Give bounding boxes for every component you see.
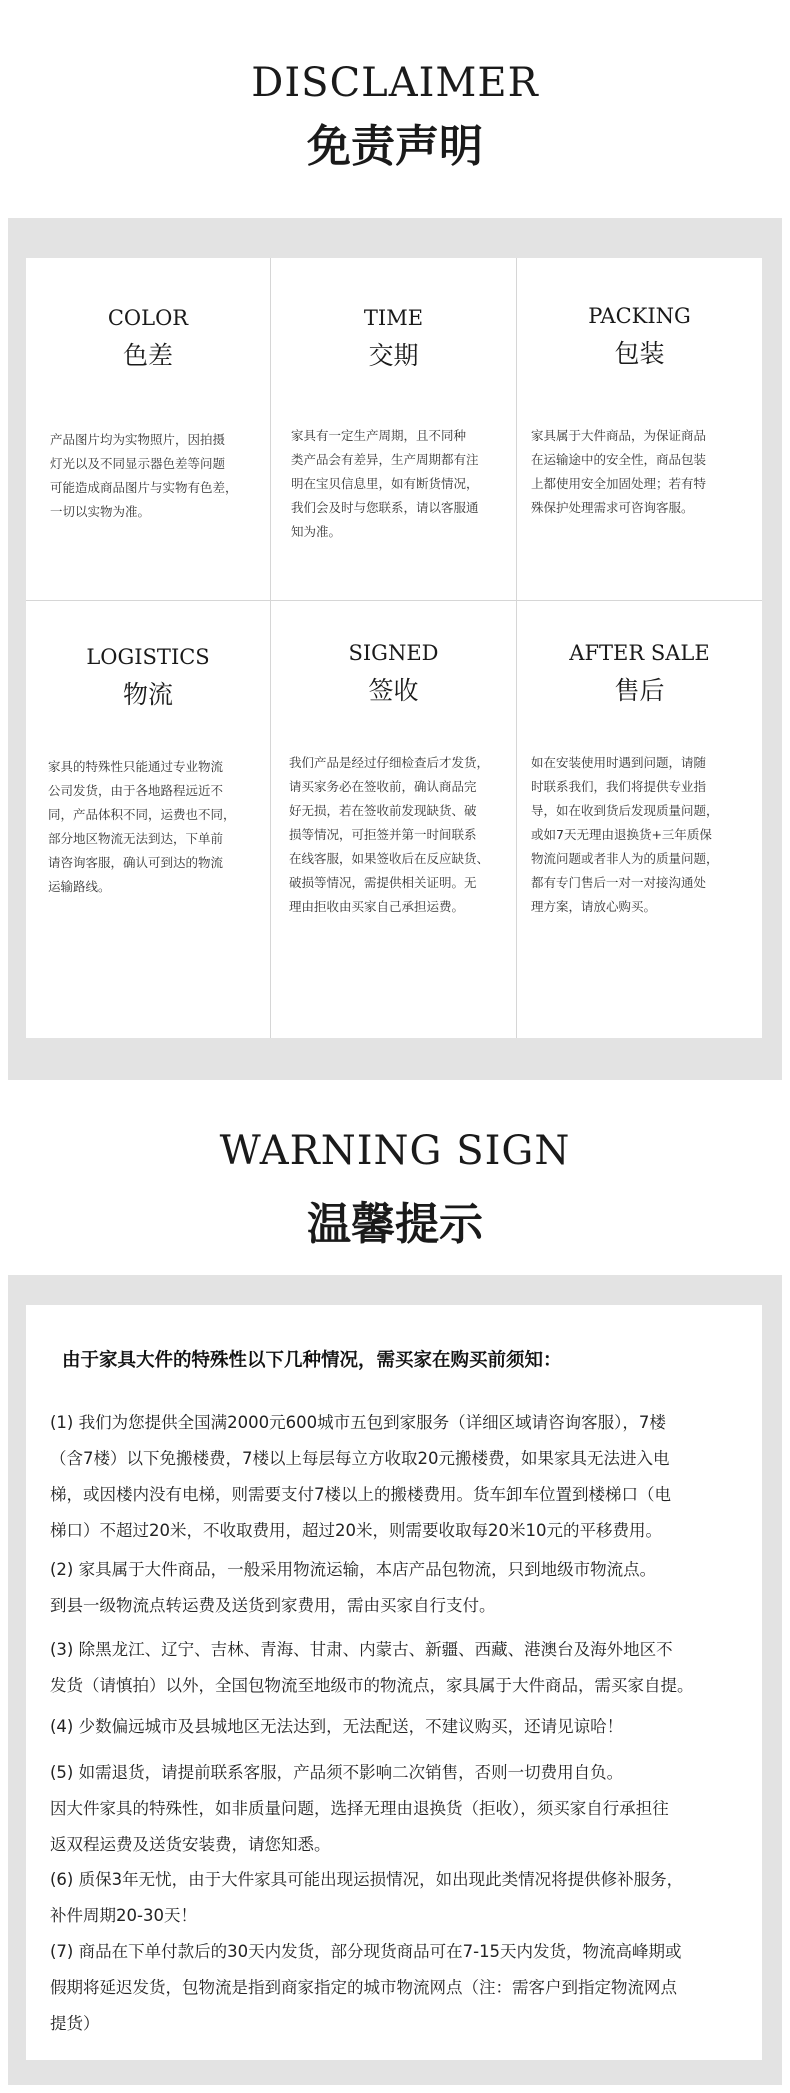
cell-title-cn: 物流: [122, 680, 173, 709]
disclaimer-grid: [26, 258, 762, 1038]
cell-title-cn: 交期: [368, 341, 419, 370]
disclaimer-cell-after-sale: [517, 601, 762, 1038]
warning-line: 到县一级物流点转运费及送货到家费用，需由买家自行支付。: [50, 1596, 496, 1615]
warning-line: (5) 如需退货，请提前联系客服，产品须不影响二次销售，否则一切费用自负。: [50, 1763, 624, 1782]
cell-title-en: AFTER SALE: [569, 641, 710, 665]
cell-line: 我们会及时与您联系，请以客服通: [291, 500, 479, 515]
disclaimer-cell-logistics: [26, 601, 270, 1038]
cell-title-en: PACKING: [588, 304, 691, 328]
cell-line: 部分地区物流无法到达，下单前: [48, 831, 224, 846]
cell-line: 公司发货，由于各地路程远近不: [48, 783, 224, 798]
warning-line: 假期将延迟发货，包物流是指到商家指定的城市物流网点（注：需客户到指定物流网点: [50, 1978, 677, 1997]
warning-line: 发货（请慎拍）以外，全国包物流至地级市的物流点，家具属于大件商品，需买家自提。: [50, 1676, 694, 1695]
warning-title-en: WARNING SIGN: [219, 1128, 571, 1174]
cell-title-cn: 包装: [614, 339, 665, 368]
cell-line: 上都使用安全加固处理；若有特: [531, 476, 707, 491]
cell-title-en: LOGISTICS: [86, 645, 210, 669]
cell-body: [531, 751, 757, 919]
cell-title-cn: 签收: [368, 676, 419, 705]
cell-line: 破损等情况，需提供相关证明。无: [289, 875, 477, 890]
warning-line: （含7楼）以下免搬楼费，7楼以上每层每立方收取20元搬楼费，如果家具无法进入电: [50, 1449, 670, 1468]
cell-title-en: TIME: [363, 306, 424, 330]
disclaimer-cell-packing: [517, 258, 762, 600]
cell-line: 损等情况，可拒签并第一时间联系: [289, 827, 477, 842]
warning-line: (1) 我们为您提供全国满2000元600城市五包到家服务（详细区域请咨询客服），7楼: [50, 1413, 666, 1432]
cell-line: 请买家务必在签收前，确认商品完: [289, 779, 477, 794]
warning-line: 梯，或因楼内没有电梯，则需要支付7楼以上的搬楼费用。货车卸车位置到楼梯口（电: [50, 1485, 671, 1504]
warning-line: (2) 家具属于大件商品，一般采用物流运输，本店产品包物流，只到地级市物流点。: [50, 1560, 657, 1579]
cell-line: 在线客服，如果签收后在反应缺货、: [289, 851, 490, 866]
warning-line: (7) 商品在下单付款后的30天内发货，部分现货商品可在7-15天内发货，物流高峰期或: [50, 1942, 682, 1961]
cell-line: 家具的特殊性只能通过专业物流: [48, 759, 224, 774]
cell-line: 理方案，请放心购买。: [531, 899, 657, 914]
cell-line: 殊保护处理需求可咨询客服。: [531, 500, 694, 515]
warning-item-3: [50, 1632, 750, 1704]
cell-line: 都有专门售后一对一对接沟通处: [531, 875, 707, 890]
cell-line: 理由拒收由买家自己承担运费。: [289, 899, 465, 914]
warning-item-6: [50, 1862, 750, 1934]
cell-line: 家具属于大件商品，为保证商品: [531, 428, 707, 443]
warning-line: (4) 少数偏远城市及县城地区无法达到，无法配送，不建议购买，还请见谅哈！: [50, 1717, 624, 1736]
cell-line: 明在宝贝信息里，如有断货情况，: [291, 476, 479, 491]
cell-line: 请咨询客服，确认可到达的物流: [48, 855, 224, 870]
warning-heading: 由于家具大件的特殊性以下几种情况，需买家在购买前须知：: [62, 1350, 562, 1371]
disclaimer-cell-signed: [271, 601, 516, 1038]
warning-item-4: [50, 1709, 750, 1745]
cell-body: [291, 424, 509, 544]
cell-title-en: SIGNED: [348, 641, 439, 665]
disclaimer-cell-time: [271, 258, 516, 600]
cell-line: 灯光以及不同显示器色差等问题: [50, 456, 226, 471]
cell-line: 如在安装使用时遇到问题，请随: [531, 755, 707, 770]
cell-title-cn: 售后: [614, 676, 665, 705]
cell-line: 产品图片均为实物照片，因拍摄: [50, 432, 226, 447]
cell-line: 类产品会有差异，生产周期都有注: [291, 452, 479, 467]
disclaimer-title-en: DISCLAIMER: [251, 60, 539, 106]
disclaimer-title-cn: 免责声明: [307, 121, 483, 172]
warning-line: (3) 除黑龙江、辽宁、吉林、青海、甘肃、内蒙古、新疆、西藏、港澳台及海外地区不: [50, 1640, 673, 1659]
warning-item-7: [50, 1934, 750, 2042]
cell-body: [531, 424, 753, 520]
cell-line: 在运输途中的安全性，商品包装: [531, 452, 707, 467]
cell-line: 知为准。: [291, 524, 342, 539]
cell-title-en: COLOR: [107, 306, 189, 330]
cell-line: 好无损，若在签收前发现缺货、破: [289, 803, 477, 818]
cell-body: [50, 428, 260, 524]
warning-line: 提货）: [50, 2014, 100, 2033]
cell-line: 我们产品是经过仔细检查后才发货，: [289, 755, 490, 770]
cell-line: 导，如在收到货后发现质量问题，: [531, 803, 719, 818]
cell-line: 可能造成商品图片与实物有色差，: [50, 480, 238, 495]
cell-body: [289, 751, 511, 919]
cell-line: 或如7天无理由退换货+三年质保: [531, 827, 712, 842]
warning-line: 因大件家具的特殊性，如非质量问题，选择无理由退换货（拒收），须买家自行承担往: [50, 1799, 669, 1818]
warning-line: 梯口）不超过20米，不收取费用，超过20米，则需要收取每20米10元的平移费用。: [50, 1521, 662, 1540]
warning-line: (6) 质保3年无忧，由于大件家具可能出现运损情况，如出现此类情况将提供修补服务，: [50, 1870, 684, 1889]
cell-line: 同，产品体积不同，运费也不同，: [48, 807, 236, 822]
warning-item-2: [50, 1552, 750, 1624]
warning-title-cn: 温馨提示: [307, 1199, 483, 1250]
cell-line: 物流问题或者非人为的质量问题，: [531, 851, 719, 866]
warning-line: 返双程运费及送货安装费，请您知悉。: [50, 1835, 331, 1854]
cell-line: 家具有一定生产周期，且不同种: [291, 428, 467, 443]
cell-line: 时联系我们，我们将提供专业指: [531, 779, 707, 794]
warning-item-5: [50, 1755, 750, 1863]
cell-title-cn: 色差: [122, 341, 173, 370]
cell-body: [48, 755, 262, 899]
warning-line: 补件周期20-30天！: [50, 1906, 197, 1925]
disclaimer-cell-color: [26, 258, 270, 600]
cell-line: 运输路线。: [48, 879, 111, 894]
cell-line: 一切以实物为准。: [50, 504, 151, 519]
warning-item-1: [50, 1405, 750, 1549]
